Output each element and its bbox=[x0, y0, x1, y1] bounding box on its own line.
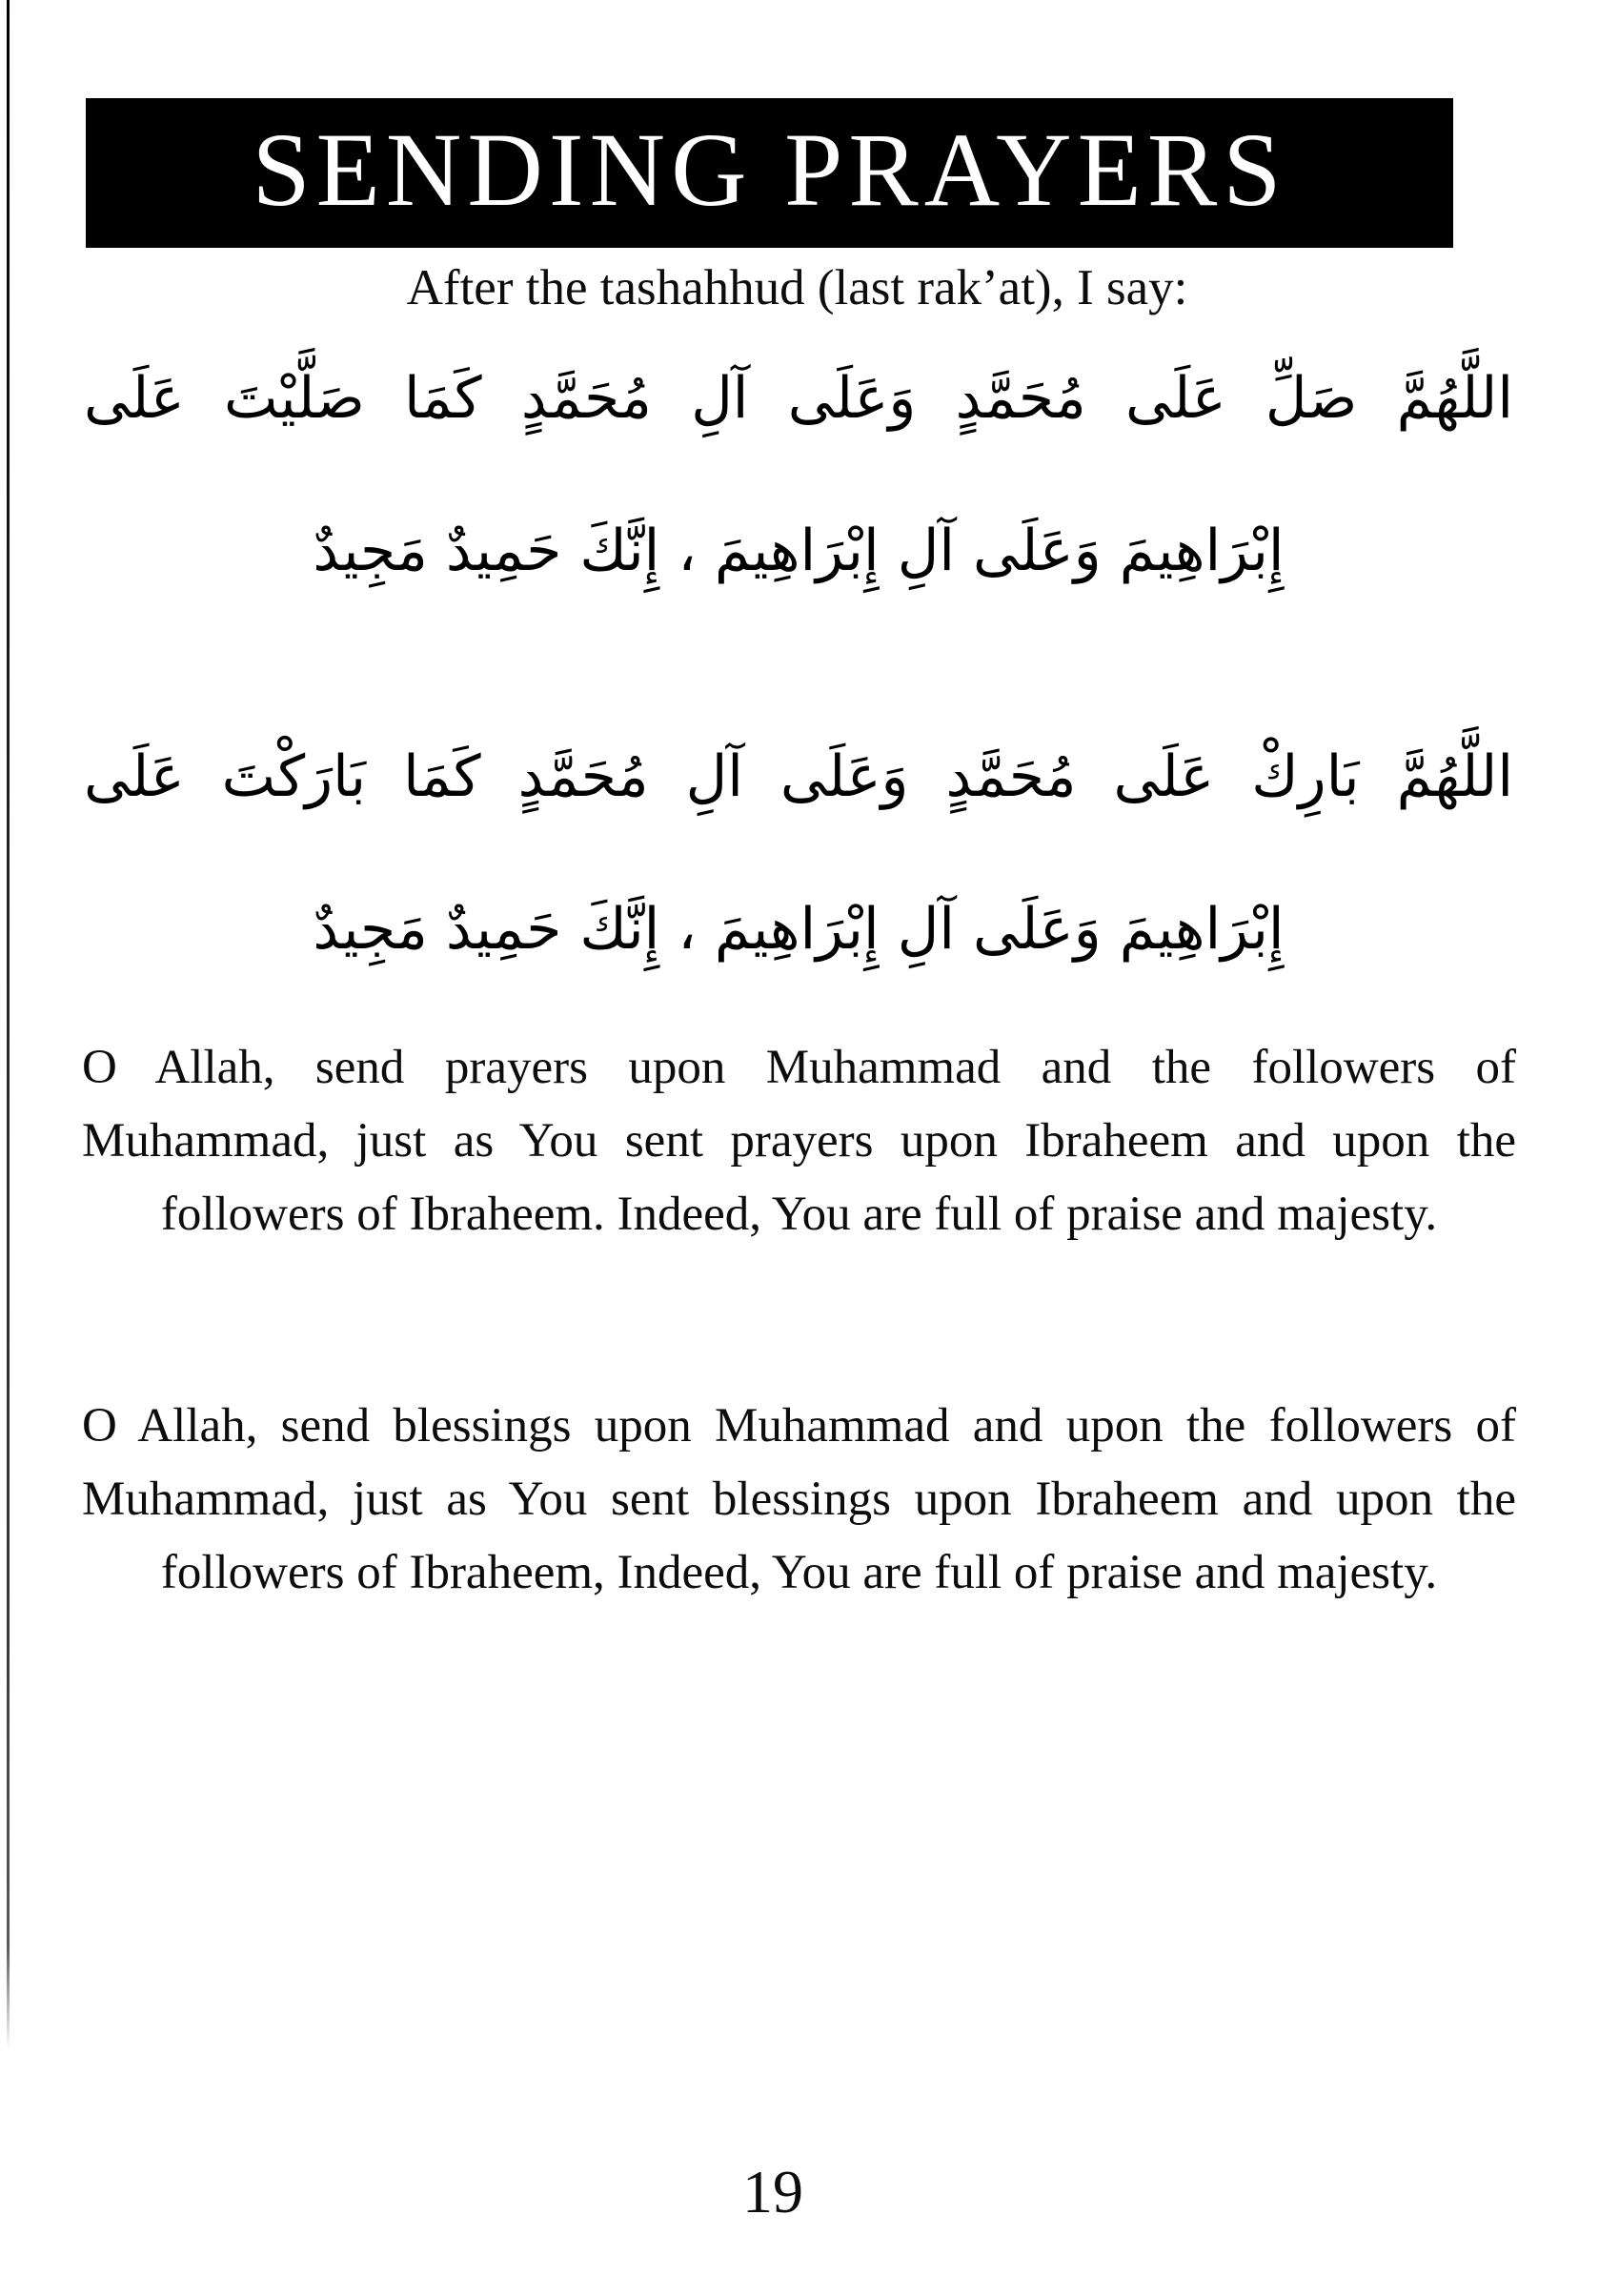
translation-dua-2: O Allah, send blessings upon Muhammad and upon the followers of Muhammad, just as You sent blessings upon Ibraheem and upon the followers of Ibraheem, Indeed, You are full of praise and majesty. bbox=[82, 1399, 1516, 1599]
translation-dua-1: O Allah, send prayers upon Muhammad and the followers of Muhammad, just as You sent prayers upon Ibraheem and upon the followers of Ibraheem. Indeed, You are full of praise and majesty. bbox=[82, 1041, 1516, 1241]
chapter-banner bbox=[86, 98, 1453, 248]
arabic-dua-2 bbox=[84, 701, 1513, 1006]
chapter-title: SENDING PRAYERS bbox=[252, 112, 1287, 228]
arabic-dua-2-line-1: اللَّهُمَّ بَارِكْ عَلَى مُحَمَّدٍ وَعَلَى آلِ مُحَمَّدٍ كَمَا بَارَكْتَ عَلَى bbox=[84, 743, 1513, 810]
scan-edge-line bbox=[7, 0, 10, 2049]
arabic-dua-1 bbox=[84, 322, 1513, 627]
page-footer bbox=[0, 2158, 1546, 2225]
arabic-dua-1-line-1: اللَّهُمَّ صَلِّ عَلَى مُحَمَّدٍ وَعَلَى آلِ مُحَمَّدٍ كَمَا صَلَّيْتَ عَلَى bbox=[84, 365, 1513, 432]
instruction-line: After the tashahhud (last rak’at), I say: bbox=[406, 260, 1188, 315]
page-number: 19 bbox=[742, 2158, 803, 2225]
arabic-dua-1-line-2: إِبْرَاهِيمَ وَعَلَى آلِ إِبْرَاهِيمَ ، إِنَّكَ حَمِيدٌ مَجِيدٌ bbox=[313, 518, 1285, 584]
arabic-dua-2-line-2: إِبْرَاهِيمَ وَعَلَى آلِ إِبْرَاهِيمَ ، إِنَّكَ حَمِيدٌ مَجِيدٌ bbox=[313, 896, 1285, 963]
